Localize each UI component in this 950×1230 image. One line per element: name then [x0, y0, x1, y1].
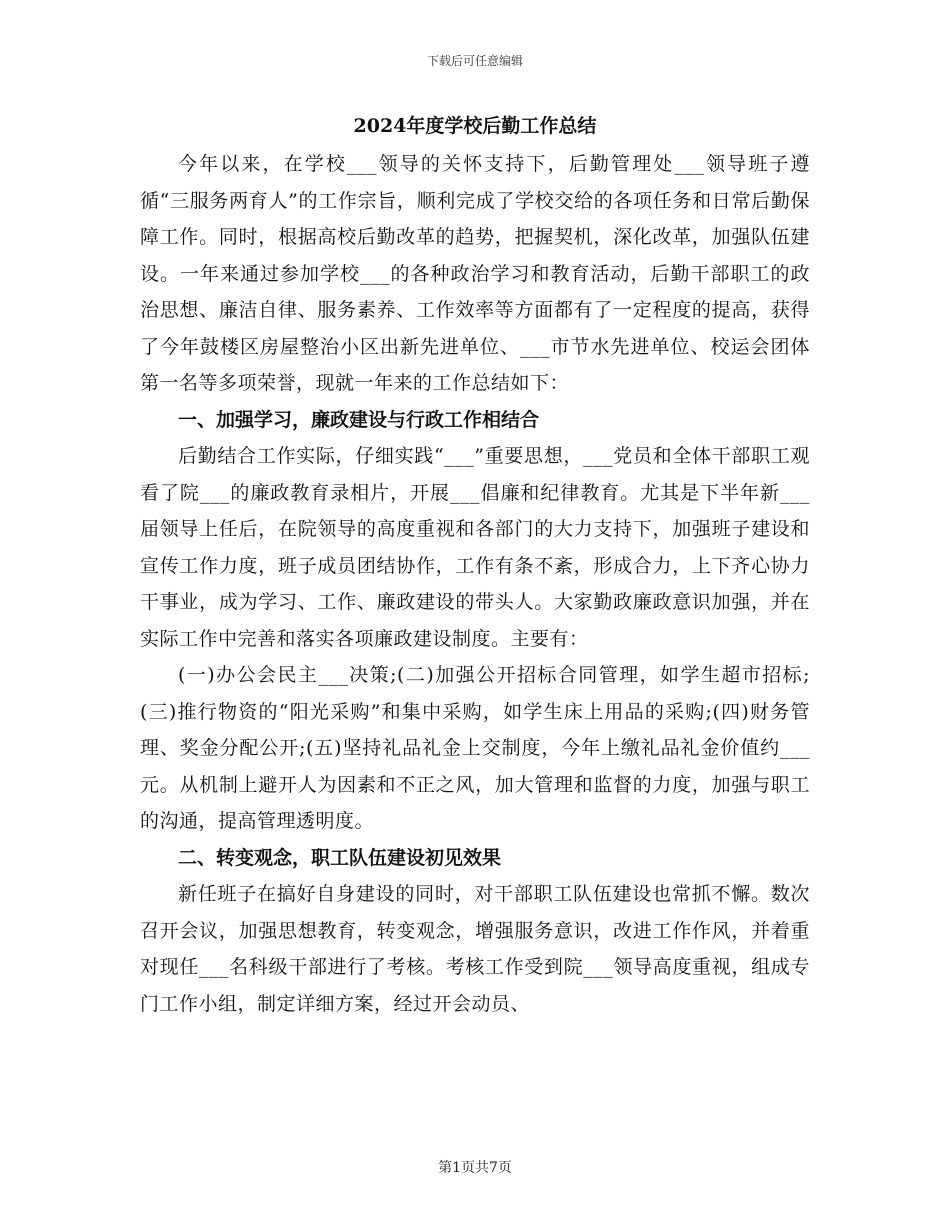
page-footer: 第1页共7页	[438, 1160, 512, 1176]
section-1-paragraph-1: 后勤结合工作实际，仔细实践“___”重要思想，___党员和全体干部职工观看了院___的廉政教育录相片，开展___倡廉和纪律教育。尤其是下半年新___届领导上任后，在院领导的高度重视和各部门的大力支持下，加强班子建设和宣传工作力度，班子成员团结协作，工作有条不紊，形成合力，上下齐心协力干事业，成为学习、工作、廉政建设的带头人。大家勤政廉政意识加强，并在实际工作中完善和落实各项廉政建设制度。主要有：	[140, 445, 810, 650]
intro-paragraph: 今年以来，在学校___领导的关怀支持下，后勤管理处___领导班子遵循“三服务两育人”的工作宗旨，顺利完成了学校交给的各项任务和日常后勤保障工作。同时，根据高校后勤改革的趋势，把握契机，深化改革，加强队伍建设。一年来通过参加学校___的各种政治学习和教育活动，后勤干部职工的政治思想、廉洁自律、服务素养、工作效率等方面都有了一定程度的提高，获得了今年鼓楼区房屋整治小区出新先进单位、___市节水先进单位、校运会团体第一名等多项荣誉，现就一年来的工作总结如下：	[140, 153, 810, 394]
section-2-heading: 二、转变观念，职工队伍建设初见效果	[178, 846, 502, 869]
document-body	[140, 106, 810, 1022]
section-1-heading: 一、加强学习，廉政建设与行政工作相结合	[178, 408, 540, 431]
document-title: 2024年度学校后勤工作总结	[353, 115, 597, 137]
page-header: 下载后可任意编辑	[426, 54, 523, 68]
section-1-paragraph-2: (一)办公会民主___决策;(二)加强公开招标合同管理，如学生超市招标;(三)推行物资的“阳光采购”和集中采购，如学生床上用品的采购;(四)财务管理、奖金分配公开;(五)坚持礼品礼金上交制度，今年上缴礼品礼金价值约___元。从机制上避开人为因素和不正之风，加大管理和监督的力度，加强与职工的沟通，提高管理透明度。	[140, 664, 810, 832]
section-2-paragraph-1: 新任班子在搞好自身建设的同时，对干部职工队伍建设也常抓不懈。数次召开会议，加强思想教育，转变观念，增强服务意识，改进工作作风，并着重对现任___名科级干部进行了考核。考核工作受到院___领导高度重视，组成专门工作小组，制定详细方案，经过开会动员、	[140, 883, 810, 1015]
